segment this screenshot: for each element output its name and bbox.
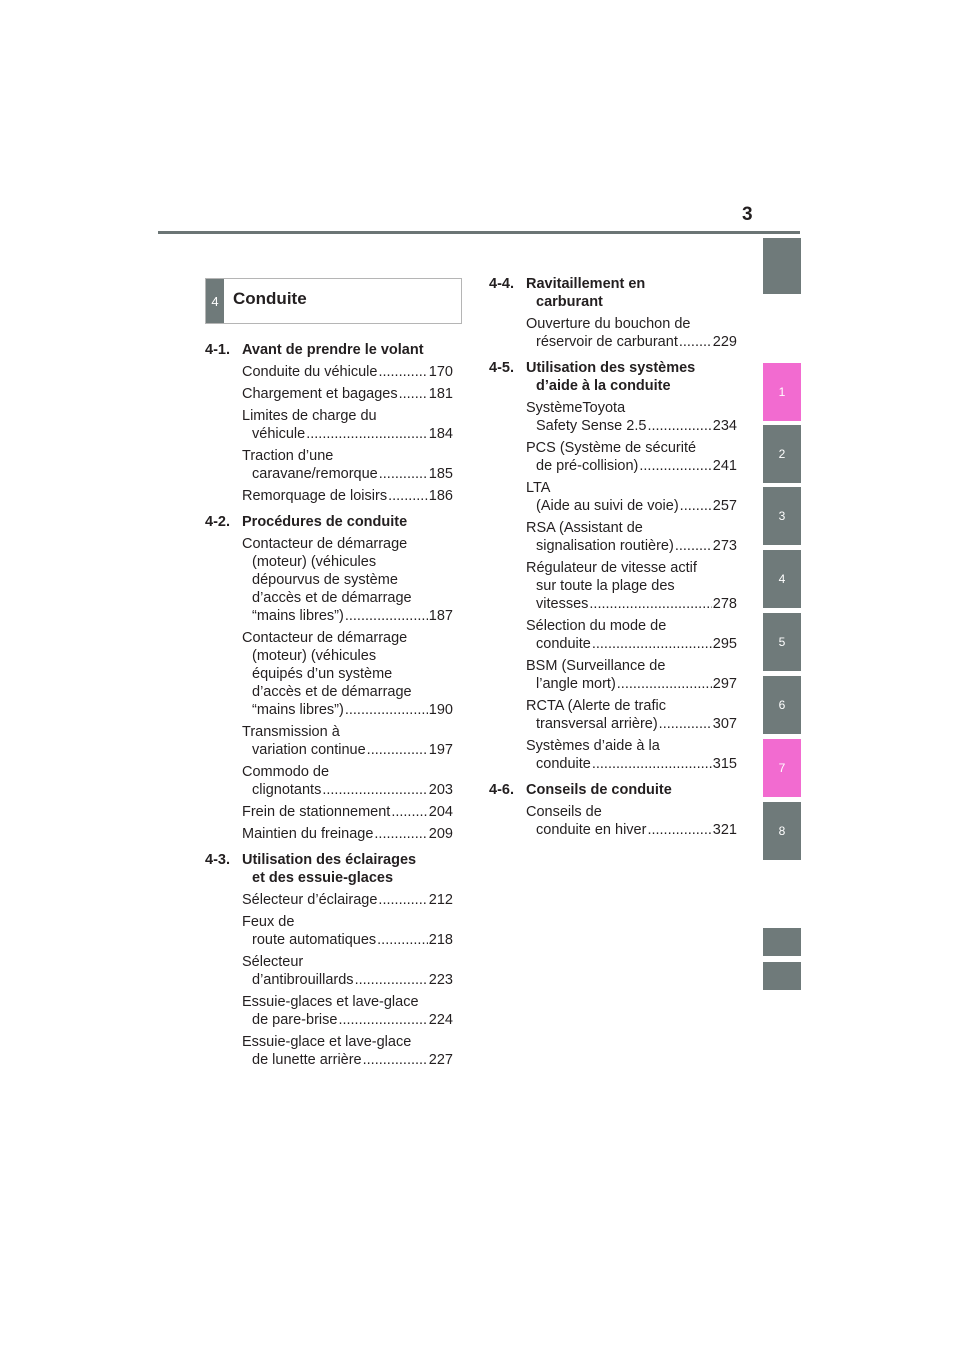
dot-leader [592, 635, 712, 653]
entry-final-line [526, 333, 737, 351]
chapter-tab-8[interactable]: 8 [763, 802, 801, 860]
page-reference: 203 [428, 782, 453, 798]
entry-final-line [526, 497, 737, 515]
toc-entry[interactable] [205, 385, 453, 403]
entry-text-line: d’accès et de démarrage [252, 684, 412, 700]
entry-text-line: signalisation routière) [536, 538, 674, 554]
entry-text-line: transversal arrière) [536, 716, 658, 732]
dot-leader [679, 333, 712, 351]
entry-text-line: Limites de charge du [242, 408, 377, 424]
entry-text-line: de lunette arrière [252, 1052, 362, 1068]
entry-text-line: équipés d’un système [252, 666, 393, 682]
entry-text-line: Sélection du mode de [526, 618, 667, 634]
entry-text-line: Régulateur de vitesse actif [526, 560, 697, 576]
toc-chapter [205, 851, 453, 1069]
toc-entry[interactable] [205, 363, 453, 381]
page-reference: 212 [428, 892, 453, 908]
entry-final-line [242, 781, 453, 799]
page-reference: 241 [712, 458, 737, 474]
dot-leader [675, 537, 712, 555]
chapter-tab-4[interactable]: 4 [763, 550, 801, 608]
entry-text-line: Transmission à [242, 724, 340, 740]
dot-leader [399, 385, 428, 403]
entry-final-line [526, 821, 737, 839]
entry-text-line: Contacteur de démarrage [242, 536, 408, 552]
entry-final-line [526, 537, 737, 555]
chapter-title-line: Ravitaillement en [526, 276, 646, 292]
page-reference: 295 [712, 636, 737, 652]
page-reference: 227 [428, 1052, 453, 1068]
entry-text-line: SystèmeToyota [526, 400, 626, 416]
page-reference: 229 [712, 334, 737, 350]
dot-leader [345, 607, 428, 625]
page-reference: 307 [712, 716, 737, 732]
page-reference: 209 [428, 826, 453, 842]
page-reference: 315 [712, 756, 737, 772]
chapter-title [242, 341, 453, 359]
chapter-heading[interactable] [205, 851, 453, 887]
toc-entry[interactable] [489, 559, 737, 613]
entry-text-line: de pare-brise [252, 1012, 338, 1028]
toc-entry[interactable] [205, 891, 453, 909]
entry-final-line [242, 803, 453, 821]
entry-final-line [242, 891, 453, 909]
page-reference: 184 [428, 426, 453, 442]
chapter-number: 4-3. [205, 852, 230, 868]
toc-entry[interactable] [205, 763, 453, 799]
chapter-tab-7[interactable]: 7 [763, 739, 801, 797]
page-reference: 185 [428, 466, 453, 482]
chapter-number: 4-5. [489, 360, 514, 376]
chapter-tab-1[interactable]: 1 [763, 363, 801, 421]
entry-text-line: Essuie-glace et lave-glace [242, 1034, 412, 1050]
entry-text-line: véhicule [252, 426, 306, 442]
page-reference: 218 [428, 932, 453, 948]
entry-text-line: conduite [536, 756, 591, 772]
entry-final-line [526, 457, 737, 475]
page-reference: 224 [428, 1012, 453, 1028]
page-reference: 186 [428, 488, 453, 504]
page-reference: 204 [428, 804, 453, 820]
entry-text-line: “mains libres”) [252, 608, 344, 624]
toc-entry[interactable] [205, 825, 453, 843]
dot-leader [345, 701, 428, 719]
toc-chapter [489, 781, 737, 839]
dot-leader [592, 755, 712, 773]
section-header [205, 278, 462, 324]
chapter-title-line: Procédures de conduite [242, 514, 408, 530]
entry-text-line: vitesses [536, 596, 589, 612]
entry-final-line [242, 487, 453, 505]
toc-entry[interactable] [205, 535, 453, 625]
entry-text-line: Ouverture du bouchon de [526, 316, 691, 332]
toc-chapter [489, 359, 737, 773]
chapter-number: 4-6. [489, 782, 514, 798]
entry-final-line [242, 607, 453, 625]
entry-final-line [242, 363, 453, 381]
chapter-title-line: Avant de prendre le volant [242, 342, 424, 358]
toc-entry[interactable] [205, 993, 453, 1029]
dot-leader [363, 1051, 428, 1069]
chapter-heading[interactable] [489, 781, 737, 799]
chapter-tab-3[interactable]: 3 [763, 487, 801, 545]
header-rule [158, 231, 800, 234]
chapter-title-line: carburant [536, 294, 603, 310]
toc-entry[interactable] [489, 315, 737, 351]
dot-leader [378, 891, 427, 909]
dot-leader [306, 425, 428, 443]
page-reference: 181 [428, 386, 453, 402]
entry-final-line [242, 931, 453, 949]
entry-text-line: BSM (Surveillance de [526, 658, 666, 674]
chapter-tab-5[interactable]: 5 [763, 613, 801, 671]
chapter-title-line: et des essuie-glaces [252, 870, 394, 886]
toc-entry[interactable] [489, 399, 737, 435]
chapter-tab-blank[interactable] [763, 238, 801, 294]
entry-final-line [526, 595, 737, 613]
entry-text-line: conduite [536, 636, 591, 652]
entry-text-line: sur toute la plage des [536, 578, 675, 594]
dot-leader [647, 417, 711, 435]
entry-text-line: Sélecteur d’éclairage [242, 892, 378, 908]
entry-text-line: RSA (Assistant de [526, 520, 643, 536]
entry-text-line: Safety Sense 2.5 [536, 418, 647, 434]
entry-final-line [526, 635, 737, 653]
entry-text-line: (Aide au suivi de voie) [536, 498, 679, 514]
entry-text-line: caravane/remorque [252, 466, 378, 482]
chapter-tab-blank[interactable] [763, 928, 801, 956]
entry-final-line [526, 675, 737, 693]
entry-text-line: “mains libres”) [252, 702, 344, 718]
dot-leader [374, 825, 427, 843]
entry-text-line: de pré-collision) [536, 458, 639, 474]
dot-leader [322, 781, 427, 799]
dot-leader [647, 821, 711, 839]
entry-text-line: d’accès et de démarrage [252, 590, 412, 606]
toc-column-left [205, 341, 453, 1077]
dot-leader [378, 363, 427, 381]
chapter-heading[interactable] [205, 341, 453, 359]
entry-text-line: clignotants [252, 782, 322, 798]
entry-final-line [242, 825, 453, 843]
chapter-tab-2[interactable]: 2 [763, 425, 801, 483]
page-reference: 190 [428, 702, 453, 718]
dot-leader [388, 487, 428, 505]
dot-leader [659, 715, 712, 733]
dot-leader [391, 803, 427, 821]
entry-final-line [526, 417, 737, 435]
toc-entry[interactable] [205, 447, 453, 483]
entry-text-line: réservoir de carburant [536, 334, 678, 350]
chapter-title [526, 275, 737, 311]
entry-text-line: Essuie-glaces et lave-glace [242, 994, 419, 1010]
entry-text-line: variation continue [252, 742, 366, 758]
toc-entry[interactable] [489, 657, 737, 693]
entry-text-line: l’angle mort) [536, 676, 616, 692]
entry-final-line [242, 701, 453, 719]
toc-entry[interactable] [489, 737, 737, 773]
entry-final-line [242, 385, 453, 403]
toc-entry[interactable] [489, 439, 737, 475]
entry-final-line [242, 1051, 453, 1069]
entry-text-line: Sélecteur [242, 954, 304, 970]
toc-column-right [489, 275, 737, 847]
entry-text-line: RCTA (Alerte de trafic [526, 698, 666, 714]
toc-entry[interactable] [489, 697, 737, 733]
entry-text-line: Contacteur de démarrage [242, 630, 408, 646]
chapter-title [242, 513, 453, 531]
toc-chapter [205, 513, 453, 843]
entry-text-line: (moteur) (véhicules [252, 554, 377, 570]
entry-final-line [242, 971, 453, 989]
chapter-tab-blank[interactable] [763, 962, 801, 990]
entry-text-line: LTA [526, 480, 551, 496]
chapter-title-line: Conseils de conduite [526, 782, 672, 798]
toc-entry[interactable] [205, 723, 453, 759]
page-reference: 170 [428, 364, 453, 380]
toc-entry[interactable] [205, 629, 453, 719]
entry-text-line: PCS (Système de sécurité [526, 440, 697, 456]
chapter-number: 4-1. [205, 342, 230, 358]
chapter-title-line: d’aide à la conduite [536, 378, 671, 394]
dot-leader [639, 457, 711, 475]
chapter-title [526, 781, 737, 799]
entry-text-line: Frein de stationnement [242, 804, 391, 820]
toc-entry[interactable] [489, 479, 737, 515]
page-reference: 273 [712, 538, 737, 554]
page-reference: 234 [712, 418, 737, 434]
toc-entry[interactable] [205, 803, 453, 821]
section-title: Conduite [233, 289, 307, 308]
toc-entry[interactable] [489, 617, 737, 653]
dot-leader [680, 497, 712, 515]
toc-entry[interactable] [205, 913, 453, 949]
chapter-heading[interactable] [205, 513, 453, 531]
toc-chapter [205, 341, 453, 505]
page-reference: 223 [428, 972, 453, 988]
chapter-title [242, 851, 453, 887]
page-reference: 278 [712, 596, 737, 612]
page-number: 3 [742, 204, 753, 225]
toc-entry[interactable] [205, 953, 453, 989]
entry-text-line: Conseils de [526, 804, 602, 820]
entry-text-line: d’antibrouillards [252, 972, 354, 988]
entry-final-line [526, 715, 737, 733]
dot-leader [355, 971, 428, 989]
toc-entry[interactable] [205, 407, 453, 443]
page-reference: 257 [712, 498, 737, 514]
entry-final-line [242, 425, 453, 443]
entry-final-line [242, 1011, 453, 1029]
toc-entry[interactable] [489, 519, 737, 555]
section-number: 4 [206, 279, 224, 323]
entry-final-line [526, 755, 737, 773]
entry-text-line: Commodo de [242, 764, 330, 780]
dot-leader [617, 675, 712, 693]
toc-entry[interactable] [489, 803, 737, 839]
entry-text-line: Systèmes d’aide à la [526, 738, 660, 754]
toc-entry[interactable] [205, 1033, 453, 1069]
dot-leader [367, 741, 428, 759]
entry-text-line: Feux de [242, 914, 295, 930]
chapter-number: 4-4. [489, 276, 514, 292]
entry-text-line: (moteur) (véhicules [252, 648, 377, 664]
chapter-title-line: Utilisation des systèmes [526, 360, 696, 376]
entry-text-line: conduite en hiver [536, 822, 647, 838]
page-reference: 297 [712, 676, 737, 692]
entry-text-line: Maintien du freinage [242, 826, 374, 842]
page-reference: 197 [428, 742, 453, 758]
entry-text-line: Conduite du véhicule [242, 364, 378, 380]
chapter-heading[interactable] [489, 359, 737, 395]
dot-leader [589, 595, 711, 613]
entry-text-line: Chargement et bagages [242, 386, 398, 402]
entry-text-line: Remorquage de loisirs [242, 488, 388, 504]
page-reference: 321 [712, 822, 737, 838]
chapter-tab-6[interactable]: 6 [763, 676, 801, 734]
chapter-heading[interactable] [489, 275, 737, 311]
toc-chapter [489, 275, 737, 351]
page-reference: 187 [428, 608, 453, 624]
entry-text-line: route automatiques [252, 932, 377, 948]
chapter-title-line: Utilisation des éclairages [242, 852, 417, 868]
toc-entry[interactable] [205, 487, 453, 505]
entry-final-line [242, 465, 453, 483]
dot-leader [338, 1011, 427, 1029]
entry-text-line: Traction d’une [242, 448, 334, 464]
chapter-title [526, 359, 737, 395]
dot-leader [379, 465, 428, 483]
entry-text-line: dépourvus de système [252, 572, 398, 588]
chapter-number: 4-2. [205, 514, 230, 530]
entry-final-line [242, 741, 453, 759]
dot-leader [377, 931, 428, 949]
